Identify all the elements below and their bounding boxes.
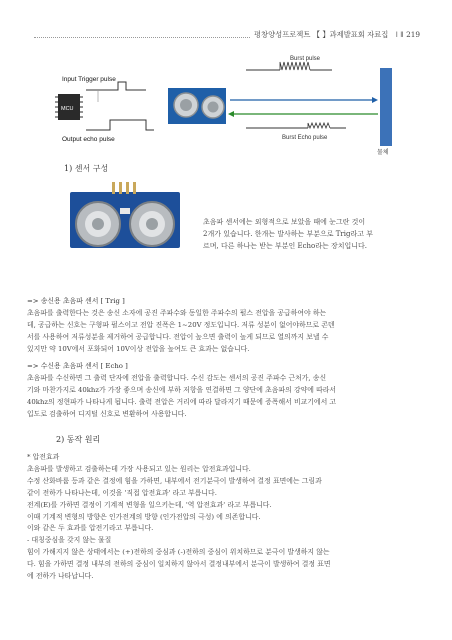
sensor-timing-figure: [50, 50, 410, 155]
object-block-icon: [380, 68, 392, 146]
ultrasonic-sensor-photo: [66, 178, 184, 264]
timing-diagram: [50, 50, 410, 155]
burst-pulse-label: Burst pulse: [290, 56, 321, 62]
header-title: 평창양성프로젝트 【 】과제발표회 자료집: [254, 30, 389, 39]
principle-section: [27, 452, 427, 583]
sensor-description: [203, 216, 423, 253]
burst-echo-wave: [308, 123, 330, 128]
trig-line: 있지만 약 10V에서 포화되어 10V이상 전압을 높여도 큰 효과는 없습니다.: [27, 344, 250, 353]
principle-line: 전계(E)를 가하면 결정이 기계적 변형을 일으키는데, '역 압전효과' 라고 부릅니다.: [27, 500, 272, 509]
echo-line: 초음파를 수신하면 그 출력 단자에 전압을 출력합니다. 수신 감도는 센서의 공진 주파수 근처가, 송신: [27, 373, 327, 382]
echo-line: 40khz의 정현파가 나타나게 됩니다. 출력 전압은 거리에 따라 달라지기 때문에 증폭해서 비교기에서 고: [27, 397, 337, 406]
arrow-right-icon: [372, 97, 378, 103]
trig-line: 초음파를 출력한다는 것은 송신 소자에 공진 주파수와 동일한 주파수의 펄스 전압을 공급하여야 하는: [27, 308, 327, 317]
principle-line: 초음파를 발생하고 검출하는데 가장 사용되고 있는 원리는 압전효과입니다.: [27, 464, 251, 473]
output-echo-label: Output echo pulse: [62, 136, 115, 143]
trig-heading: => 송신용 초음파 센서 [ Trig ]: [27, 297, 125, 305]
burst-echo-label: Burst Echo pulse: [282, 135, 328, 141]
principle-line: 힘이 가해지지 않은 상태에서는 (+)전하의 중심과 (-)전하의 중심이 위치하므로 분극이 발생하지 않는: [27, 548, 330, 557]
mcu-label: MCU: [61, 106, 74, 112]
desc-line: 르며, 다른 하나는 받는 부분인 Echo라는 장치입니다.: [203, 242, 368, 251]
echo-pulse-wave: [86, 120, 154, 130]
page-header: [34, 30, 420, 44]
principle-line: 같이 전하가 나타나는데, 이것을 '직접 압전효과' 라고 부릅니다.: [27, 488, 217, 497]
input-trigger-label: Input Trigger pulse: [62, 76, 116, 83]
echo-line: 기와 마찬가지로 40khz가 가장 좋으며 송신에 부하 저항을 연결하면 그 양단에 초음파의 강약에 따라서: [27, 385, 337, 394]
trigger-pulse-wave: [86, 82, 146, 90]
principle-line: 이와 같은 두 효과를 압전기라고 부릅니다.: [27, 524, 154, 533]
desc-line: 2개가 있습니다. 한개는 발사하는 부분으로 Trig라고 부: [203, 230, 374, 239]
sensor-photo-icon: [66, 178, 184, 264]
section-1-title: 1) 센서 구성: [64, 164, 109, 173]
burst-pulse-wave: [280, 62, 310, 70]
principle-line: * 압전효과: [27, 453, 60, 461]
principle-line: 이때 기계적 변형의 방향은 인가전계의 방향 (인가전압의 극성) 에 의존합니다.: [27, 512, 261, 521]
echo-section: [27, 361, 427, 421]
desc-line: 초음파 센서에는 외형적으로 보았을 때에 눈그란 것이: [203, 218, 366, 226]
arrow-left-icon: [228, 111, 234, 117]
page-number: ǀ ǁ 219: [395, 30, 420, 39]
section-2-title: 2) 동작 원리: [56, 435, 101, 444]
principle-line: 에 전하가 나타납니다.: [27, 572, 94, 581]
echo-line: 입도로 검출하여 디지털 신호로 변환하여 사용합니다.: [27, 409, 187, 418]
trig-line: 서를 사용하여 저류성분을 제거하여 공급합니다. 전압이 높으면 출력이 높게 되므로 열의까지 보낼 수: [27, 332, 329, 341]
echo-heading: => 수신용 초음파 센서 [ Echo ]: [27, 362, 128, 370]
principle-line: 수정 산화바륨 등과 같은 결정에 힘을 가하면, 내부에서 전기분극이 발생하여 결정 표면에는 그림과: [27, 476, 322, 485]
trig-section: [27, 296, 427, 356]
principle-line: - 대칭중심을 갖지 않는 물질: [27, 536, 112, 545]
trig-line: 데, 공급하는 신호는 구형파 펄스이고 전압 진폭은 1~20V 정도입니다. 저류 성분이 없어야하므로 콘덴: [27, 320, 335, 329]
principle-line: 다. 힘을 가하면 결정 내부의 전하의 중심이 일치하지 않아서 결정내부에서 분극이 발생하여 결정 표면: [27, 560, 331, 569]
object-label: 물체: [377, 149, 389, 155]
header-dotted-rule: [34, 37, 250, 38]
